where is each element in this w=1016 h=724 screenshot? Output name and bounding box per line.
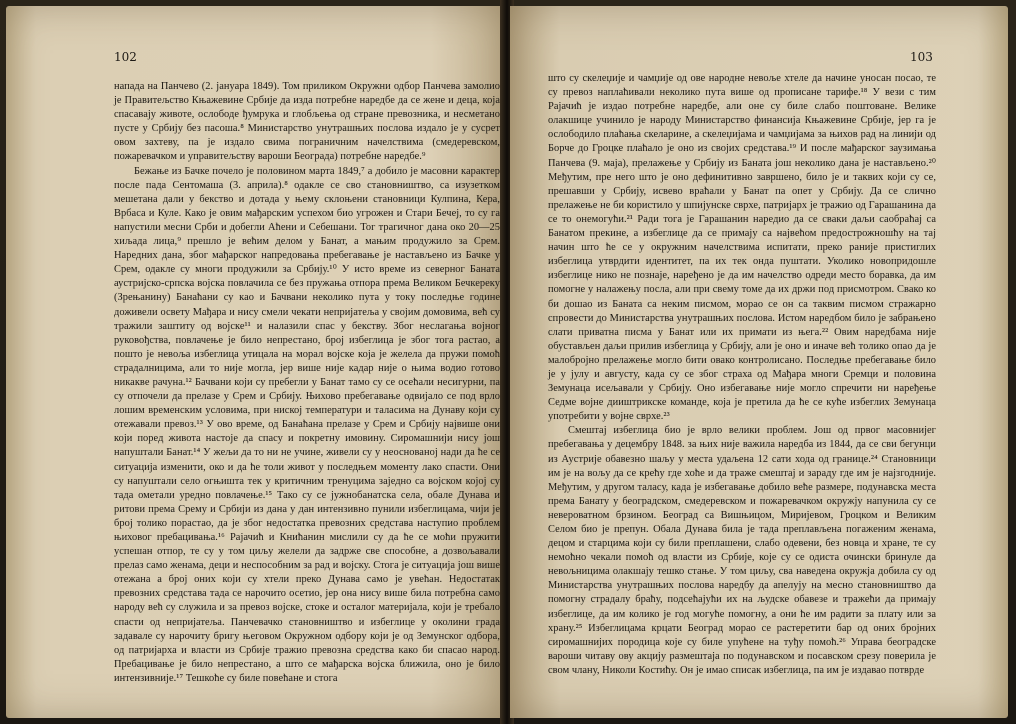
right-page-number: 103 — [910, 50, 933, 64]
left-paragraph-1: напада на Панчево (2. јануара 1849). Том приликом Окружни одбор Панчева замолио је Правитељство Књажевине Србије да изда потребне наредбе да се жене и деца, која спасавају животе, ослободе ђумрука и глобљења од стране превозника, и несметано пусте у Србију без пасоша.⁸ Министарство унутрашњих послова издало је у сусрет овом захтеву, па је издало свима пограничним начелствима (смедеревском, пожаревачком и управитељству вароши Београда) потребне наредбе.⁹ — [114, 81, 500, 163]
right-paragraph-2: Смештај избеглица био је врло велики проблем. Још од првог масовнијег пребегавања у децембру 1848. за њих није важила наредба из 1844, да се сви бегунци из Аустрије обавезно шаљу у места удаљена 12 сати хода од границе.²⁴ Становници им је на вољу да се крећу где хоће и да траже смештај и зараду где им је најзгодније. Међутим, у другом таласу, када је избегавање добило веће размере, подунавска места према Банату у београдском, смедеревском и пожаревачком окружју напунила су се невероватном брзином. Београд са Вишњицом, Миријевом, Гроцком и Великим Селом био је препун. Обала Дунава била је тада преплављена погаженим женама, децом и старцима који су били преплашени, слабо одевени, без новца и хране, те су немоћно чекали помоћ од власти из Србије, које су се одиста очински бринуле да невољницима олакшају тешко стање. У том циљу, сва наведена окружја добила су од Министарства унутрашњих послова наредбу да апелују на месно становништво да помогну страдалу браћу, подсећајући их на људске обавезе и тражећи да примају избеглице, да им колико је год могуће помогну, а они ће им радити за плату или за храну.²⁵ Избеглицама крцати Београд морао се растеретити бар од оних бројних сиромашнијих породица које су биле упућене на туђу помоћ.²⁶ Управа београдске вароши читаву ову акцију размештаја по подунавском и посавском срезу поверила је свом члану, Николи Костићу. Он је имао списак избеглица, па им је издавао потврде — [548, 425, 936, 676]
left-page — [6, 6, 506, 718]
left-page-text — [114, 80, 500, 686]
right-paragraph-1: што су скелеџије и чамџије од ове народне невоље хтеле да начине уносан посао, те су превоз наплаћивали неколико пута више од прописане тарифе.¹⁸ У вези с тим Рајачић је издао потребне наредбе, али оне су биле слабо поштоване. Велике олакшице учинило је народу Министарство финансија Књажевине Србије, јер га је ослободило плаћања скеларине, а скелеџијама и чамџијама за њихов рад на линији од Борче до Гроцке плаћало је оно из својих средстава.¹⁹ И после мађарског заузимања Панчева (9. маја), прелажење у Србију из Баната још неколико дана је настављено.²⁰ Међутим, пре него што је оно дефинитивно завршено, било је и таквих који су се, прешавши у Србију, исвево враћали у Банат па опет у Србију. Да се слично прелажење не би користило у шпијунске сврхе, патријарх је тражио од Гарашанина да се то онемогући.²¹ Ради тога је Гарашанин наредио да се сваки даљи саобраћај са Банатом прекине, а избеглице да се примају са највећом предострожношћу на тај начин што ће се у окружним начелствима испитати, преко раније пристиглих избеглица утврдити идентитет, па их тек онда пуштати. Уколико новопридошле избеглице нико не познаје, наређено је да им начелство одреди место боравка, да им помогне у налажењу посла, али при свему томе да их држи под присмотром. Свако ко би дошао из Баната са неким писмом, морао се он са таквим писмом стражарно спровести до Министарства унутрашњих послова. Истом наредбом било је забрањено слати приватна писма у Банат или их примати из њега.²² Овим наредбама није обустављен даљи прилив избеглица у Србију, али је оно и иначе већ толико опао да је малобројно прелажење могло бити овако контролисано. Последње пребегавање било је у јулу и августу, када су се због страха од Мађара многи Сремци и половина Земунаца исељавали у Србију. Оно избегавање није могло спречити ни наређење Седме војне дииштрикске команде, која је претила да ће се куће избеглих Земунаца употребити у војне сврхе.²³ — [548, 73, 936, 423]
left-paragraph-2: Бежање из Бачке почело је половином марта 1849,⁷ а добило је масовни карактер после пада Сентомаша (3. априла).⁸ одакле се сво становништво, са изузетком мешетана дали у бекство и дотада у њему склоњени становници Кулпина, Кера, Врбаса и Куле. Како је овим мађарским успехом био угрожен и Стари Бечеј, то су га напустили месни Срби и добегли Аћени и Себешани. Тог трагичног дана око 20—25 хиљада лица,⁹ прешло је већим делом у Банат, а мањим продужило за Срем. Наредних дана, због мађарског напредовања пребегавање је настављено из Бачке у Срем, одакле су многи продужили за Србију.¹⁰ У исто време из северног Баната аустријско-српска војска повлачила се без пружања отпора према Великом Бечкереку (Зрењанину) Банаћани су као и Бачвани неколико пута у току последње године доживели освету Мађара и нису смели чекати непријатеља у својим домовима, већ су тражили заштиту од војске¹¹ и налазили спас у бекству. Због неслагања војног руковођства, повлачење је било непрестано, број избеглица је због тога растао, а пошто је невоља избеглица утицала на морал војске која је желела да пружи помоћ страдалницима, али то није могла, јер више није кадар није о њима водио готово никакве рачуна.¹² Бачвани који су пребегли у Банат тамо су се осећали несигурни, па су отпочели да прелазе у Срем и Србију. Њихово пребегавање одвијало се под врло лошим временским условима, при ниској температури и таласима на Дунаву који су отежавали превоз.¹³ У ово време, од Банаћана прелазе у Срем и Србију највише они који поред живота настоје да спасу и покретну имовину. Сиромашнији нису још напуштали Банат.¹⁴ У жељи да то ни не учине, живели су у неоснованој нади да ће се ситуација изменити, око и да ће толи живот у последњем моменту лако спасти. Они су напуштали село огњишта тек у критичним тренуцима заједно са војском којој су тада ометали уредно повлачење.¹⁵ Тако су се јужнобанатска села, обале Дунава и ритови према Срему и Србији из дана у дан интензивно пунили избеглицама, чији је број толико порастао, да је због недостатка превозних средстава наступио проблем њиховог пребацивања.¹⁶ Рајачић и Книћанин мислили су да ће се моћи пружити успешан отпор, те су у том циљу желели да задрже све способне, а дозвољавали прелаз само женама, деци и неспособним за рад и војску. Стога је ситуација још више отежана а број оних који су хтели преко Дунава само је увећан. Недостатак превозних средстава тада се нарочито осетио, јер она нису више била потребна само народу већ су служила и за превоз војске, стоке и осталог материјала, који је требало спасти од непријатеља. Панчевачко становништво и избеглице у околини града задавале су нарочиту бригу његовом Окружном одбору који је од Земунског одбора, од патријарха и власти из Србије тражио превозна средства како би спасао народ. Пребацивање је било непрестано, а што се мађарска војска ближила, оно је било интензивније.¹⁷ Тешкоће су биле повећане и стога — [114, 165, 500, 684]
right-page-text — [548, 72, 936, 678]
left-page-number: 102 — [114, 50, 137, 64]
right-page — [510, 6, 1008, 718]
